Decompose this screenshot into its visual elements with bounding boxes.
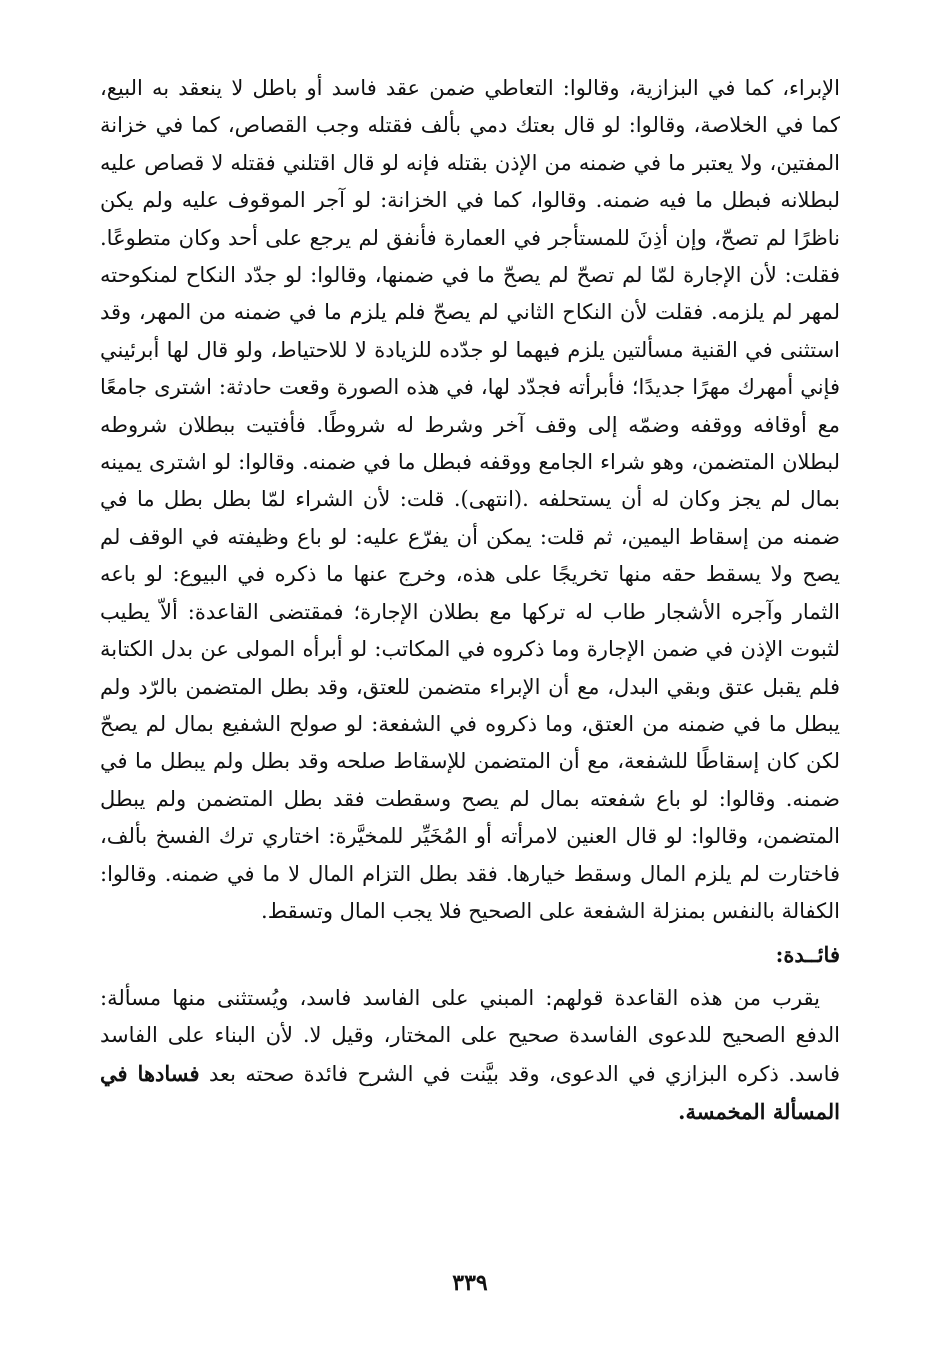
note-paragraph-end: فسادها في المسألة المخمسة. bbox=[100, 1060, 840, 1124]
note-heading: فائــدة: bbox=[775, 942, 840, 968]
note-paragraph bbox=[100, 980, 840, 1132]
main-paragraph: الإبراء، كما في البزازية، وقالوا: التعاطي ضمن عقد فاسد أو باطل لا ينعقد به البيع، كما في الخلاصة، وقالوا: لو قال بعتك دمي بألف فقتله وجب القصاص، كما في خزانة المفتين، ولا يعتبر ما في ضمنه من الإذن بقتله فإنه لو قال اقتلني فقتله لا قصاص عليه لبطلانه فبطل ما فيه ضمنه. وقالوا، كما في الخزانة: لو آجر الموقوف عليه ولم يكن ناظرًا لم تصحّ، وإن أذِنَ للمستأجر في العمارة فأنفق لم يرجع على أحد وكان متطوعًا. فقلت: لأن الإجارة لمّا لم تصحّ لم يصحّ ما في ضمنها، وقالوا: لو جدّد النكاح لمنكوحته لمهر لم يلزمه. فقلت لأن النكاح الثاني لم يصحّ فلم يلزم ما في ضمنه من المهر، وقد استثنى في القنية مسألتين يلزم فيهما لو جدّده للزيادة لا للاحتياط، ولو قال لها أبرئيني فإني أمهرك مهرًا جديدًا؛ فأبرأته فجدّد لها، في هذه الصورة وقعت حادثة: اشترى جامعًا مع أوقافه ووقفه وضمّه إلى وقف آخر وشرط له شروطًا. فأفتيت ببطلان شروطه لبطلان المتضمن، وهو شراء الجامع ووقفه فبطل ما في ضمنه. وقالوا: لو اشترى يمينه بمال لم يجز وكان له أن يستحلفه .(انتهى). قلت: لأن الشراء لمّا بطل بطل ما في ضمنه من إسقاط اليمين، ثم قلت: يمكن أن يفرّع عليه: لو باع وظيفته في الوقف لم يصح ولا يسقط حقه منها تخريجًا على هذه، وخرج عنها ما ذكره في البيوع: لو باعه الثمار وآجره الأشجار طاب له تركها مع بطلان الإجارة؛ فمقتضى القاعدة: ألاّ يطيب لثبوت الإذن في ضمن الإجارة وما ذكروه في المكاتب: لو أبرأه المولى عن بدل الكتابة فلم يقبل عتق وبقي البدل، مع أن الإبراء متضمن للعتق، وقد بطل المتضمن بالرّد ولم يبطل ما في ضمنه من العتق، وما ذكروه في الشفعة: لو صولح الشفيع بمال لم يصحّ لكن كان إسقاطًا للشفعة، مع أن المتضمن للإسقاط صلحه وقد بطل ولم يبطل ما في ضمنه. وقالوا: لو باع شفعته بمال لم يصح وسقطت فقد بطل المتضمن ولم يبطل المتضمن، وقالوا: لو قال العنين لامرأته أو المُخَيِّر للمخيَّرة: اختاري ترك الفسخ بألف، فاختارت لم يلزم المال وسقط خيارها. فقد بطل التزام المال لا ما في ضمنه. وقالوا: الكفالة بالنفس بمنزلة الشفعة على الصحيح فلا يجب المال وتسقط. bbox=[100, 76, 840, 923]
book-page bbox=[100, 70, 840, 1360]
page-number: ٣٣٩ bbox=[452, 1270, 488, 1296]
note-paragraph-body: يقرب من هذه القاعدة قولهم: المبني على الفاسد فاسد، ويُستثنى منها مسألة: الدفع الصحيح للدعوى الفاسدة صحيح على المختار، وقيل لا. لأن البناء على الفاسد فاسد. ذكره البزازي في الدعوى، وقد بيَّنت في الشرح فائدة صحته بعد bbox=[100, 985, 841, 1086]
